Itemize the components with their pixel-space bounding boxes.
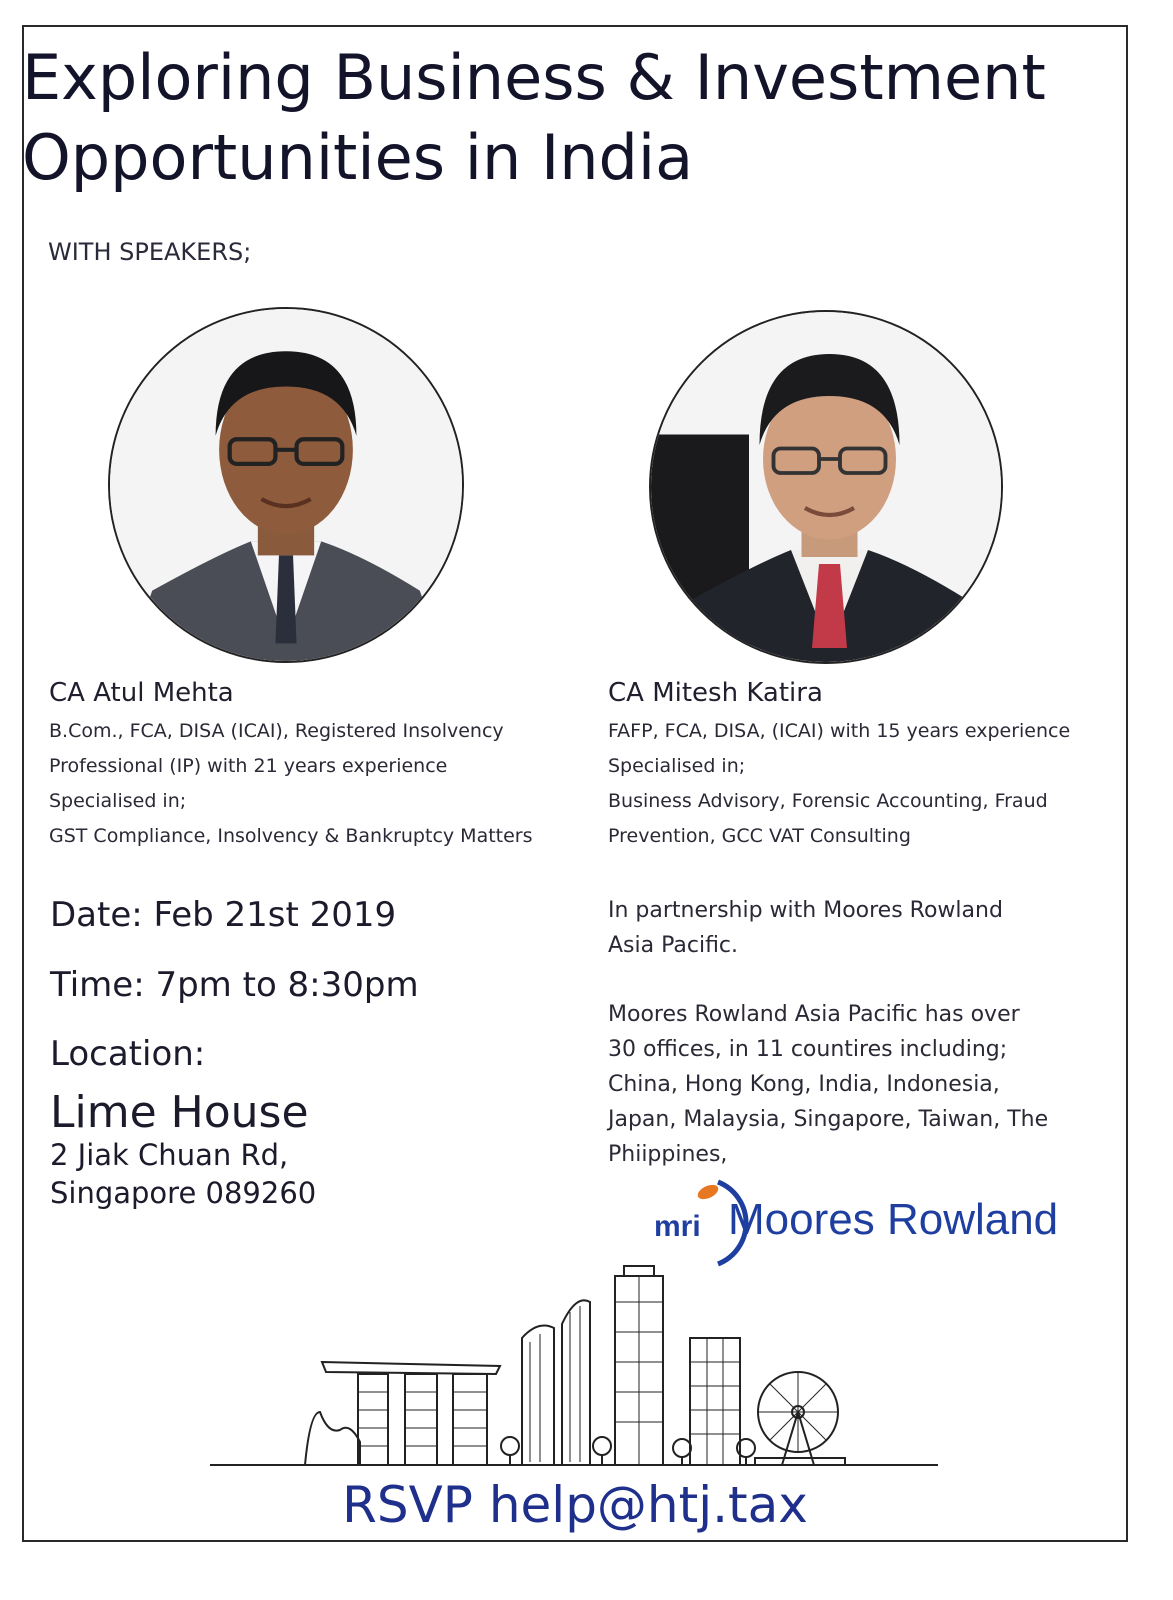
event-venue: Lime House: [50, 1087, 309, 1138]
singapore-skyline-illustration: [210, 1262, 940, 1472]
speaker-1-bio: [49, 714, 589, 854]
event-address-line-2: Singapore 089260: [50, 1176, 317, 1210]
logo-mark-text: mri: [654, 1210, 701, 1243]
event-time: Time: 7pm to 8:30pm: [50, 965, 419, 1005]
speaker-1-bio-line: Professional (IP) with 21 years experience: [49, 755, 448, 777]
partnership-text: [608, 893, 1128, 963]
with-speakers-label: WITH SPEAKERS;: [48, 238, 252, 266]
partner-about-line: Phiippines,: [608, 1142, 728, 1167]
speaker-2-bio-line: Specialised in;: [608, 755, 746, 777]
event-date: Date: Feb 21st 2019: [50, 895, 397, 935]
title-line-1: Exploring Business & Investment: [22, 41, 1046, 114]
person-portrait-icon: [110, 309, 462, 661]
speaker-2-bio-line: FAFP, FCA, DISA, (ICAI) with 15 years experience: [608, 720, 1071, 742]
partner-about-line: Japan, Malaysia, Singapore, Taiwan, The: [608, 1107, 1049, 1132]
speaker-2-photo: [649, 310, 1003, 664]
logo-name-text: Moores Rowland: [728, 1195, 1059, 1244]
moores-rowland-logo: [648, 1172, 1068, 1272]
speaker-1-photo: [108, 307, 464, 663]
person-portrait-icon: [651, 312, 1001, 662]
speaker-2-bio-line: Prevention, GCC VAT Consulting: [608, 825, 911, 847]
partner-about-line: Moores Rowland Asia Pacific has over: [608, 1002, 1020, 1027]
partner-about-line: 30 offices, in 11 countires including;: [608, 1037, 1008, 1062]
speaker-1-name: CA Atul Mehta: [49, 678, 234, 708]
event-location-label: Location:: [50, 1034, 206, 1074]
partner-about: [608, 997, 1128, 1172]
speaker-2-name: CA Mitesh Katira: [608, 678, 823, 708]
speaker-2-bio: [608, 714, 1123, 854]
title-line-2: Opportunities in India: [22, 121, 694, 194]
event-address-line-1: 2 Jiak Chuan Rd,: [50, 1138, 289, 1172]
partnership-line: Asia Pacific.: [608, 933, 739, 958]
speaker-1-bio-line: GST Compliance, Insolvency & Bankruptcy Matters: [49, 825, 533, 847]
partner-about-line: China, Hong Kong, India, Indonesia,: [608, 1072, 1000, 1097]
speaker-1-bio-line: Specialised in;: [49, 790, 187, 812]
partnership-line: In partnership with Moores Rowland: [608, 898, 1003, 923]
speaker-1-bio-line: B.Com., FCA, DISA (ICAI), Registered Insolvency: [49, 720, 504, 742]
rsvp-contact: RSVP help@htj.tax: [342, 1476, 808, 1534]
poster-title: [22, 38, 1142, 198]
speaker-2-bio-line: Business Advisory, Forensic Accounting, Fraud: [608, 790, 1048, 812]
